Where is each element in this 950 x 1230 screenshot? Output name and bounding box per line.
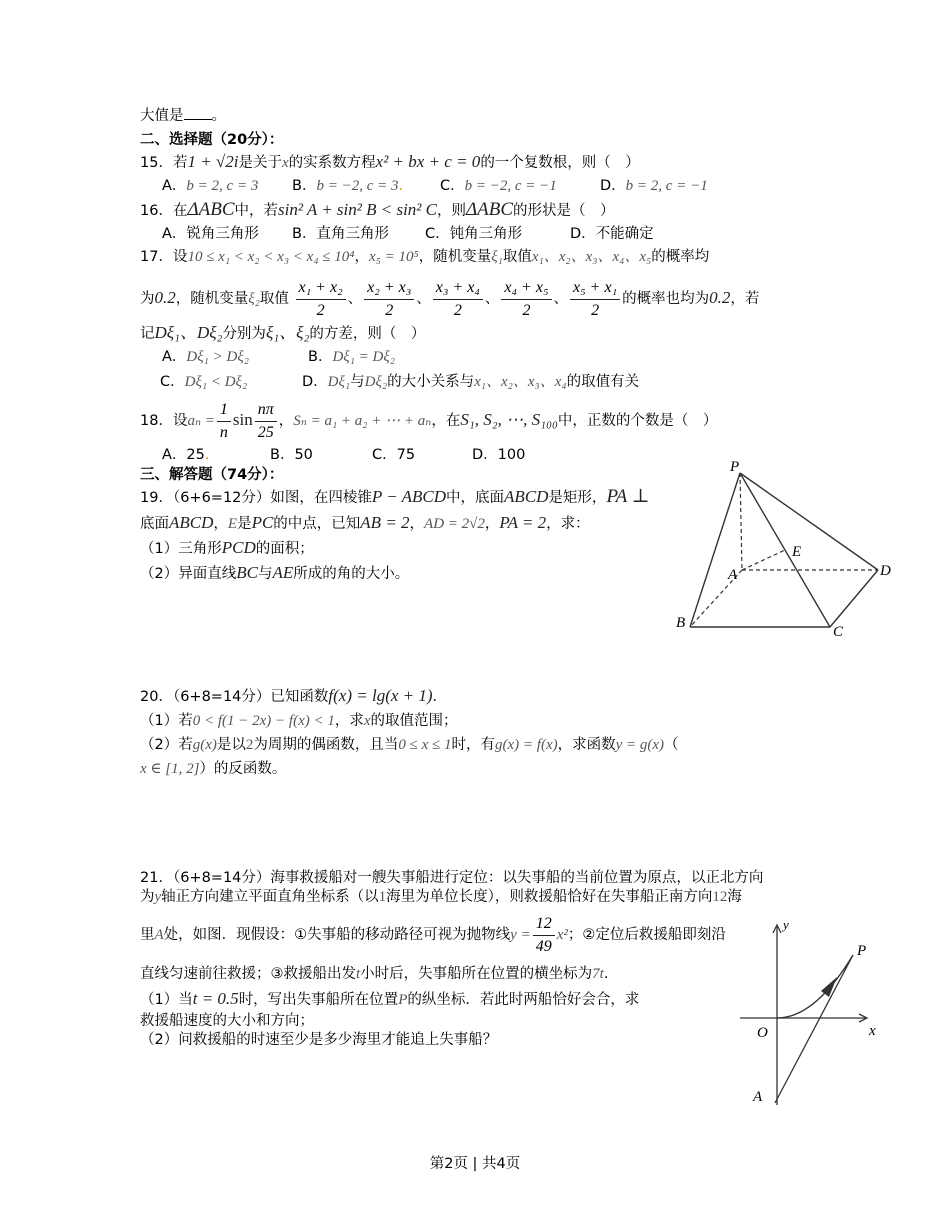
option-expr: b = −2, c = −1 [464,178,557,194]
q17-t2: 取值 [502,249,532,265]
q21-l2c: 海里为单位长度），则救援船恰好在失事船正南方向 [386,889,713,905]
q21-twelve: 12 [712,889,728,905]
option-label: B． [292,178,317,194]
page-footer: 第2页 | 共4页 [429,1156,521,1172]
q17-t5: ，随机变量 [175,291,249,307]
question-17-line3 [140,323,425,344]
q21-one: 1 [378,889,387,905]
question-21-part1-cont: 救援船速度的大小和方向； [140,1013,314,1029]
rescue-figure [735,915,895,1115]
q17-xis: ξ₁、ξ₂ [265,323,310,342]
q15-equation: x² + bx + c = 0 [375,152,481,171]
q20-function: f(x) = lg(x + 1) [328,686,433,705]
frac-den: 2 [522,301,531,319]
q21-p1b: 时，写出失事船所在位置 [238,992,399,1008]
question-21-line2 [140,887,742,907]
q19-t5: 是 [237,516,252,532]
question-20-part2 [140,735,679,755]
q16-triangle: ΔABC [187,199,235,220]
q19-ad: AD = 2√2 [424,516,485,532]
option-label: C． [372,447,397,463]
q17-x5: x₅ = 10⁵ [369,249,419,265]
q19-t4: ， [213,516,228,532]
prev-question-tail [140,105,226,126]
frac-den: 2 [385,301,394,319]
option-mid: 与 [350,374,365,390]
q20-p2: （2）若 [140,737,193,753]
q21-l2a: 为 [140,889,155,905]
option-label: C． [440,178,465,194]
q16-option-a[interactable] [162,224,259,244]
option-expr: b = 2, c = 3 [186,178,259,194]
frac-num: 12 [533,913,555,936]
q17-t1: ，随机变量 [418,249,492,265]
q20-head: 20．（6+8=14分）已知函数 [140,689,329,705]
q19-p1t: 的面积； [255,541,314,557]
q19-p1: （1）三角形 [140,541,222,557]
q17-variances: Dξ₁、Dξ₂ [154,323,223,342]
option-expr: Dξ₁ = Dξ₂ [332,349,396,365]
q18-num: 18．设 [140,413,188,429]
q21-p1a: （1）当 [140,992,193,1008]
q19-ab: AB = 2 [360,513,410,532]
label-d: D [880,563,891,579]
edge-pd [740,473,878,570]
q17-frac-5 [570,277,620,322]
edge-pb [690,473,740,627]
option-label: A． [162,178,187,194]
q17-option-c[interactable] [160,372,247,392]
q16-option-b[interactable] [292,224,389,244]
q16-t3: 的形状是（ ） [513,203,615,219]
label-a: A [728,567,738,583]
option-label: D． [570,226,596,242]
question-16 [140,200,615,221]
q19-p2t: 所成的角的大小。 [293,566,410,582]
q21-l2b: 轴正方向建立平面直角坐标系（以 [161,889,379,905]
option-mid2: 的大小关系与 [387,374,475,390]
q20-p1: （1）若 [140,713,193,729]
q17-frac-1 [296,277,346,322]
question-21-line4 [140,964,618,984]
q16-triangle-2: ΔABC [466,199,514,220]
option-text: 50 [294,447,313,463]
q21-seven-t: 7t [592,966,604,982]
q20-inequality: 0 < f(1 − 2x) − f(x) < 1 [192,713,335,729]
q18-frac-1 [217,399,231,444]
q19-p2m: 与 [257,566,273,582]
q16-condition: sin² A + sin² B < sin² C [278,200,437,219]
label-p: P [857,943,867,959]
label-x: x [869,1023,876,1039]
q21-l3a: 里 [140,927,155,943]
frac-num: x₁ + x₂ [296,277,346,300]
q19-pa2: PA = 2 [499,513,547,532]
question-20-part2-cont [140,759,286,779]
option-label: D． [472,447,498,463]
q18-an: aₙ = [187,413,215,429]
question-19-line2 [140,513,590,534]
option-expr3: x₁、x₂、x₃、x₄ [474,374,567,390]
q15-num: 15．若 [140,155,188,171]
q19-abcd: ABCD [504,487,549,506]
q17-t8: ，若 [730,291,760,307]
question-19-line1 [140,487,649,508]
q21-l4a: 直线匀速前往救援；③救援船出发 [140,966,356,982]
q20-x: x [363,713,371,729]
frac-num: x₅ + x₁ [570,277,620,300]
option-label: B． [270,447,295,463]
q15-root: 1 + √2i [187,152,239,171]
question-17-line1 [140,247,709,267]
tail-text: 大值是 [140,108,184,124]
q20-p2f: ）的反函数。 [199,761,287,777]
option-label: A． [162,447,187,463]
frac-sep: 、 [416,291,431,307]
option-tail: 的取值有关 [566,374,640,390]
option-expr: Dξ₁ > Dξ₂ [186,349,249,365]
q20-p1e: 的取值范围； [370,713,458,729]
q20-p1t: ，求 [334,713,364,729]
q19-t9: ，求： [546,516,590,532]
q20-cond: 0 ≤ x ≤ 1 [398,737,452,753]
q18-sep: ， [278,413,294,429]
question-18 [140,398,717,444]
question-15 [140,152,640,173]
q18-seq: S₁, S₂, ⋯, S₁₀₀ [460,410,558,429]
q17-option-d[interactable] [302,372,639,392]
option-text: 不能确定 [595,226,654,242]
frac-num: x₃ + x₄ [433,277,483,300]
q18-t2: 中，正数的个数是（ ） [557,413,718,429]
q21-y: y [154,889,162,905]
q19-t8: ， [484,516,500,532]
q17-t7: 的概率也均为 [622,291,710,307]
q21-l2d: 海 [727,889,742,905]
frac-den: 2 [453,301,462,319]
q15-t2: 的实系数方程 [288,155,376,171]
frac-sep: 、 [553,291,568,307]
question-17-line2 [140,276,759,322]
q19-t7: ， [409,516,425,532]
q16-t2: ，则 [437,203,466,219]
frac-den: 2 [591,301,600,319]
q17-t11: 的方差，则（ ） [309,326,426,342]
q21-a: A [154,927,164,943]
frac-den: 25 [257,423,274,441]
pyramid-figure [670,455,910,645]
question-19-part1 [140,538,314,559]
option-text: 锐角三角形 [186,226,259,242]
option-text: 100 [497,447,526,463]
q20-gf: g(x) = f(x) [495,737,558,753]
q19-ae: AE [272,563,294,582]
edge-ae-dashed [742,550,785,570]
q19-t6: 的中点，已知 [273,516,361,532]
q21-l4b: 小时后，失事船所在位置的横坐标为 [360,966,593,982]
question-21-line1: 21．（6+8=14分）海事救援船对一艘失事船进行定位：以失事船的当前位置为原点，以正北方向 [140,870,764,886]
q17-t10: 分别为 [222,326,266,342]
question-21-part2: （2）问救援船的时速至少是多少海里才能追上失事船？ [140,1032,498,1048]
stray-dot: . [398,178,404,194]
q20-two: 2 [245,737,254,753]
q20-p2c: 时，有 [451,737,496,753]
q20-p2a: 是以 [216,737,246,753]
q19-abcd-2: ABCD [169,513,214,532]
label-e: E [792,544,802,560]
option-label: A． [162,349,187,365]
frac-num: x₂ + x₃ [364,277,414,300]
frac-num: 1 [217,399,231,422]
section-answer-title: 三、解答题（74分）： [140,467,284,483]
q20-p2d: ，求函数 [557,737,616,753]
q21-t05: t = 0.5 [192,989,239,1008]
parabola-path [777,955,853,1018]
frac-sep: 、 [484,291,500,307]
tail-suffix: 。 [211,108,226,124]
q16-option-c[interactable] [425,224,522,244]
q19-pa-perp: PA ⊥ [606,486,650,507]
question-21-part1 [140,989,639,1010]
q21-l3c: ；②定位后救援船即刻沿 [567,927,726,943]
q21-t: t [356,966,361,982]
q17-frac-3 [433,277,483,322]
q17-frac-4 [501,277,551,322]
question-20-head [140,686,447,707]
option-label: C． [425,226,450,242]
option-label: D． [600,178,626,194]
q18-sn: Sₙ = a₁ + a₂ + ⋯ + aₙ [293,413,432,429]
option-label: A． [162,226,187,242]
q16-t1: 中，若 [234,203,278,219]
q20-t1: ． [432,689,448,705]
q21-l4c: ． [603,966,619,982]
q17-option-a[interactable] [162,347,249,367]
frac-num: nπ [255,399,277,422]
q19-pc: PC [251,513,274,532]
q17-sep: ， [354,249,369,265]
q20-g: g(x) [192,737,217,753]
q21-l3b: 处，如图．现假设：①失事船的移动路径可视为抛物线 [163,927,511,943]
rescue-line [775,955,853,1103]
option-label: B． [292,226,317,242]
question-20-part1 [140,711,458,731]
q17-xi1: ξ₁ [491,249,503,265]
option-expr: Dξ₁ [327,374,351,390]
question-21-line3 [140,912,726,958]
q20-yg: y = g(x) [615,737,665,753]
frac-den: n [219,423,228,441]
q17-t4: 为 [140,291,155,307]
q15-option-a[interactable] [162,176,258,196]
q17-option-b[interactable] [308,347,395,367]
q16-num: 16．在 [140,203,188,219]
q20-p2e: （ [664,737,679,753]
option-expr: Dξ₁ < Dξ₂ [184,374,248,390]
q15-var: x [281,155,289,171]
q17-xi2: ξ₂ [248,291,260,307]
q15-option-c[interactable] [440,176,557,196]
question-19-part2 [140,563,409,584]
label-y: y [783,917,789,932]
q18-option-d[interactable] [472,445,525,465]
frac-den: 2 [316,301,325,319]
q17-values: x₁、x₂、x₃、x₄、x₅ [531,249,652,265]
q19-t3: 底面 [140,516,169,532]
q21-parab-y: y = [510,927,531,943]
option-text: 75 [396,447,416,463]
q18-sin: sin [232,410,253,429]
edge-pc [740,473,830,627]
q19-pcd: PCD [221,538,256,557]
q19-p2: （2）异面直线 [140,566,237,582]
q18-frac-2 [255,399,277,444]
q15-t1: 是关于 [238,155,282,171]
q18-option-a[interactable] [162,445,209,465]
option-label: C． [160,374,185,390]
option-expr: b = 2, c = −1 [625,178,708,194]
option-text: 钝角三角形 [449,226,523,242]
q17-prob-2: 0.2 [709,288,731,307]
q15-option-d[interactable] [600,176,708,196]
option-text: 直角三角形 [316,226,389,242]
q20-p2b: 为周期的偶函数，且当 [253,737,399,753]
stray-dot: . [204,447,210,463]
q15-option-b[interactable] [292,176,403,196]
q21-frac [533,913,555,958]
q17-t9: 记 [140,326,155,342]
option-text: 25 [186,447,205,463]
q16-option-d[interactable] [570,224,654,244]
answer-blank [184,105,212,120]
label-a: A [753,1089,763,1105]
frac-sep: 、 [347,291,363,307]
label-c: C [833,624,844,640]
q15-t3: 的一个复数根，则（ ） [480,155,640,171]
option-expr2: Dξ₂ [364,374,388,390]
q19-t2: 是矩形， [548,490,607,506]
edge-pa-dashed [740,473,742,570]
option-expr: b = −2, c = 3 [316,178,399,194]
label-o: O [757,1025,768,1041]
frac-num: x₄ + x₅ [501,277,551,300]
q17-frac-2 [364,277,414,322]
label-p: P [730,459,740,475]
q19-e: E [227,516,238,532]
q19-pyramid: P − ABCD [371,487,447,506]
section-choice-title: 二、选择题（20分）： [140,132,284,148]
option-label: B． [308,349,333,365]
q18-option-b[interactable] [270,445,313,465]
q17-prob: 0.2 [154,288,176,307]
q19-head: 19．（6+6=12分）如图，在四棱锥 [140,490,372,506]
q20-domain: x ∈ [1, 2] [140,761,200,777]
q17-t3: 的概率均 [651,249,710,265]
q17-t6: 取值 [259,291,289,307]
label-b: B [676,615,686,631]
q21-parab-x: x² [556,927,568,943]
q19-t1: 中，底面 [446,490,505,506]
edge-cd [830,570,878,627]
frac-den: 49 [535,937,552,955]
option-label: D． [302,374,328,390]
q19-bc: BC [236,563,258,582]
q17-num: 17．设 [140,249,188,265]
q21-p1c: 的纵坐标．若此时两船恰好会合，求 [407,992,640,1008]
q17-condition: 10 ≤ x₁ < x₂ < x₃ < x₄ ≤ 10⁴ [187,249,355,265]
q18-t1: ，在 [431,413,461,429]
q18-option-c[interactable] [372,445,415,465]
q21-p: P [398,992,408,1008]
